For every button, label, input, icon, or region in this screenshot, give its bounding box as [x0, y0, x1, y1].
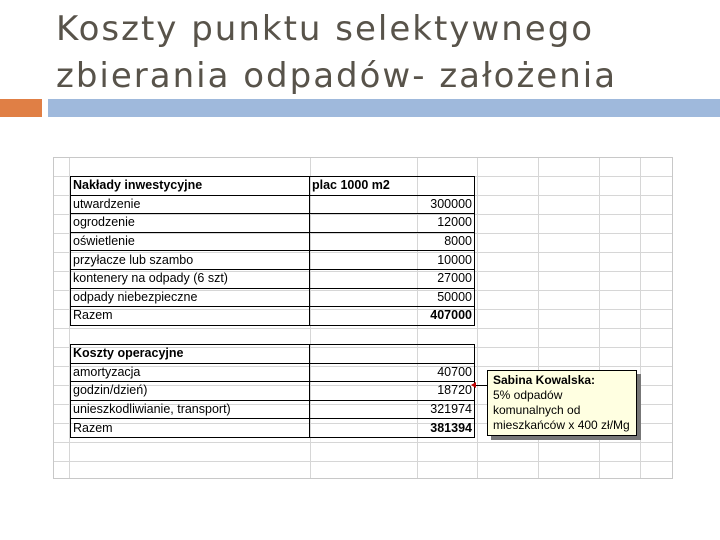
table-row [71, 382, 475, 401]
row-value: 300000 [310, 195, 475, 214]
slide-title [56, 6, 706, 100]
total-row [71, 419, 475, 438]
comment-line: 5% odpadów [493, 388, 563, 402]
table-row [71, 251, 475, 270]
accent-bar-blue [48, 99, 720, 117]
comment-indicator-icon [471, 382, 476, 388]
investment-column-header: plac 1000 m2 [310, 177, 475, 196]
slide-title-line-2: zbierania odpadów- założenia [56, 56, 618, 96]
gridline [477, 158, 478, 478]
operating-header: Koszty operacyjne [71, 345, 310, 364]
row-value: 50000 [310, 288, 475, 307]
row-label: godzin/dzień) [71, 382, 310, 401]
row-label: oświetlenie [71, 232, 310, 251]
operating-table [70, 344, 475, 438]
empty-header-cell [310, 345, 475, 364]
comment-line: mieszkańców x 400 zł/Mg [493, 418, 630, 432]
total-row [71, 307, 475, 326]
row-label: ogrodzenie [71, 214, 310, 233]
total-label: Razem [71, 419, 310, 438]
row-label: kontenery na odpady (6 szt) [71, 269, 310, 288]
gridline [54, 442, 672, 443]
total-label: Razem [71, 307, 310, 326]
row-label: utwardzenie [71, 195, 310, 214]
cell-comment [487, 370, 637, 436]
total-value: 381394 [310, 419, 475, 438]
gridline [54, 461, 672, 462]
row-label: przyłacze lub szambo [71, 251, 310, 270]
table-row [71, 400, 475, 419]
table-row [71, 288, 475, 307]
row-value: 12000 [310, 214, 475, 233]
investment-table [70, 176, 475, 326]
gridline [640, 158, 641, 478]
row-label: unieszkodliwianie, transport) [71, 400, 310, 419]
comment-author: Sabina Kowalska: [493, 373, 596, 387]
row-value: 18720 [310, 382, 475, 401]
comment-connector [474, 385, 488, 386]
table-row [71, 214, 475, 233]
table-header-row [71, 177, 475, 196]
investment-header: Nakłady inwestycyjne [71, 177, 310, 196]
row-value: 40700 [310, 363, 475, 382]
comment-line: komunalnych od [493, 403, 581, 417]
table-row [71, 195, 475, 214]
row-value: 321974 [310, 400, 475, 419]
row-value: 27000 [310, 269, 475, 288]
accent-bar-orange [0, 99, 42, 117]
total-value: 407000 [310, 307, 475, 326]
gridline [54, 328, 672, 329]
row-label: amortyzacja [71, 363, 310, 382]
slide-title-line-1: Koszty punktu selektywnego [56, 9, 595, 49]
row-value: 10000 [310, 251, 475, 270]
table-row [71, 232, 475, 251]
table-row [71, 363, 475, 382]
table-row [71, 269, 475, 288]
row-label: odpady niebezpieczne [71, 288, 310, 307]
row-value: 8000 [310, 232, 475, 251]
table-header-row [71, 345, 475, 364]
